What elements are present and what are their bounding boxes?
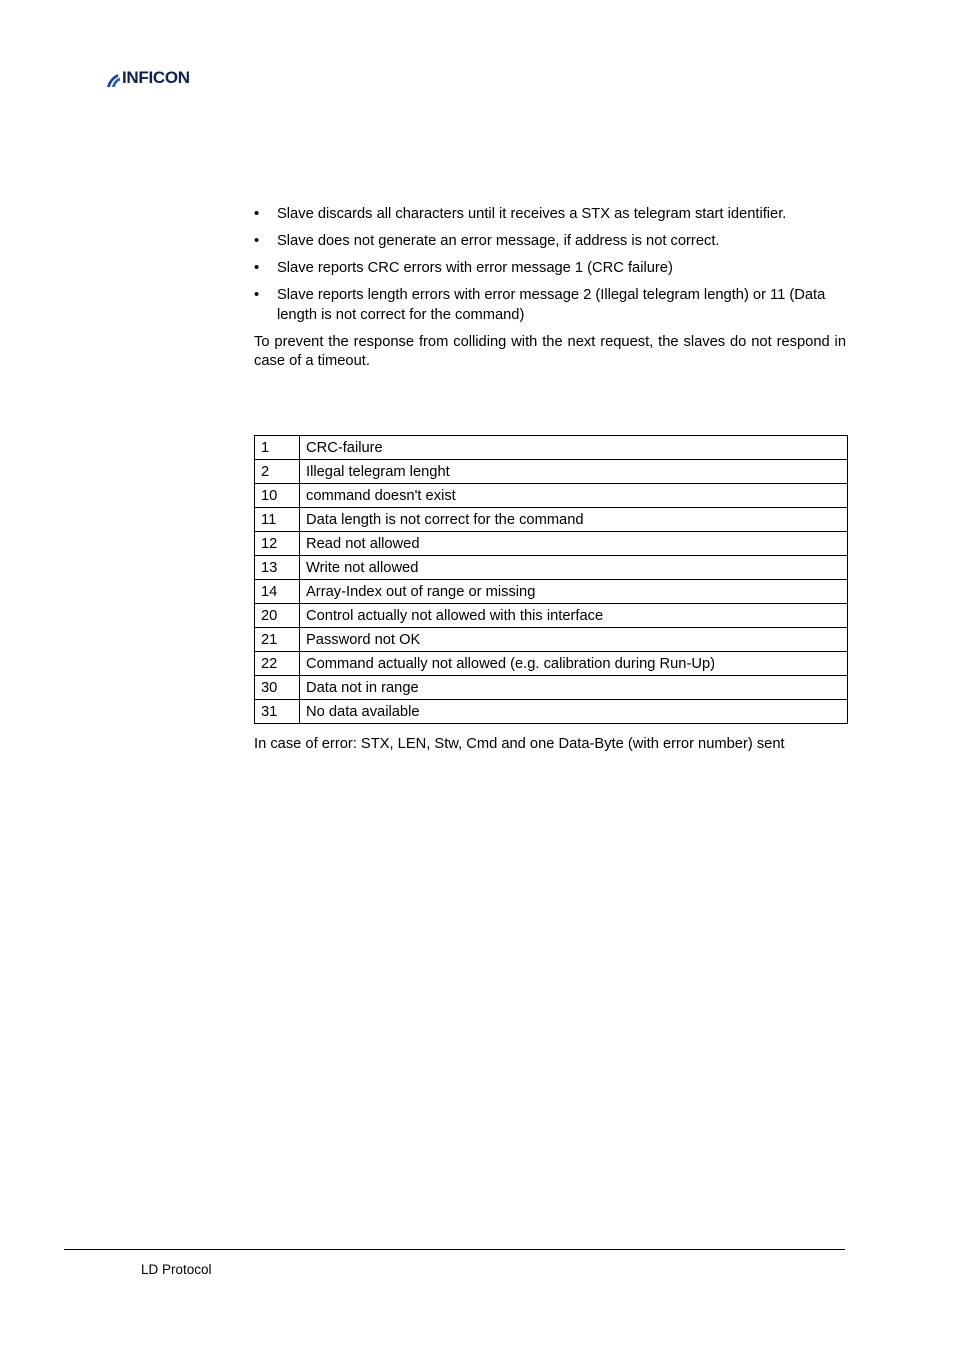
error-code: 12 bbox=[255, 532, 300, 556]
main-content bbox=[254, 205, 846, 372]
error-code: 20 bbox=[255, 604, 300, 628]
error-response-note: In case of error: STX, LEN, Stw, Cmd and one Data-Byte (with error number) sent bbox=[254, 736, 785, 752]
table-row bbox=[255, 484, 848, 508]
bullet-icon: • bbox=[254, 206, 260, 222]
error-code: 1 bbox=[255, 436, 300, 460]
error-description: Command actually not allowed (e.g. calibration during Run-Up) bbox=[300, 652, 848, 676]
error-code: 21 bbox=[255, 628, 300, 652]
bullet-text: Slave does not generate an error message, if address is not correct. bbox=[277, 233, 720, 249]
error-description: Read not allowed bbox=[300, 532, 848, 556]
table-row bbox=[255, 604, 848, 628]
error-description: Write not allowed bbox=[300, 556, 848, 580]
footer-divider bbox=[64, 1249, 845, 1250]
error-code: 22 bbox=[255, 652, 300, 676]
list-item bbox=[254, 259, 846, 279]
bullet-icon: • bbox=[254, 287, 260, 303]
table-row bbox=[255, 556, 848, 580]
error-code: 13 bbox=[255, 556, 300, 580]
table-row bbox=[255, 700, 848, 724]
error-description: Password not OK bbox=[300, 628, 848, 652]
bullet-list bbox=[254, 205, 846, 325]
table-row bbox=[255, 676, 848, 700]
bullet-icon: • bbox=[254, 260, 260, 276]
error-description: CRC-failure bbox=[300, 436, 848, 460]
bullet-text: Slave reports CRC errors with error message 1 (CRC failure) bbox=[277, 260, 673, 276]
bullet-text: Slave reports length errors with error message 2 (Illegal telegram length) or 11 (Data length is not correct for the command) bbox=[277, 287, 826, 323]
table-row bbox=[255, 628, 848, 652]
table-row bbox=[255, 532, 848, 556]
timeout-paragraph: To prevent the response from colliding with the next request, the slaves do not respond in case of a timeout. bbox=[254, 333, 846, 369]
table-row bbox=[255, 652, 848, 676]
table-row bbox=[255, 508, 848, 532]
error-description: Illegal telegram lenght bbox=[300, 460, 848, 484]
error-description: Data length is not correct for the command bbox=[300, 508, 848, 532]
inficon-logo bbox=[104, 66, 190, 90]
error-code: 11 bbox=[255, 508, 300, 532]
bullet-icon: • bbox=[254, 233, 260, 249]
error-description: No data available bbox=[300, 700, 848, 724]
footer-title: LD Protocol bbox=[141, 1262, 212, 1277]
table-row bbox=[255, 580, 848, 604]
error-description: Control actually not allowed with this interface bbox=[300, 604, 848, 628]
bullet-text: Slave discards all characters until it receives a STX as telegram start identifier. bbox=[277, 206, 787, 222]
error-code: 30 bbox=[255, 676, 300, 700]
error-code: 31 bbox=[255, 700, 300, 724]
error-description: Array-Index out of range or missing bbox=[300, 580, 848, 604]
logo-text: INFICON bbox=[122, 68, 190, 87]
error-code: 14 bbox=[255, 580, 300, 604]
table-row bbox=[255, 460, 848, 484]
error-description: Data not in range bbox=[300, 676, 848, 700]
list-item bbox=[254, 286, 846, 325]
table-row bbox=[255, 436, 848, 460]
list-item bbox=[254, 232, 846, 252]
error-description: command doesn't exist bbox=[300, 484, 848, 508]
list-item bbox=[254, 205, 846, 225]
error-code-table bbox=[254, 435, 848, 724]
error-code: 2 bbox=[255, 460, 300, 484]
error-code: 10 bbox=[255, 484, 300, 508]
